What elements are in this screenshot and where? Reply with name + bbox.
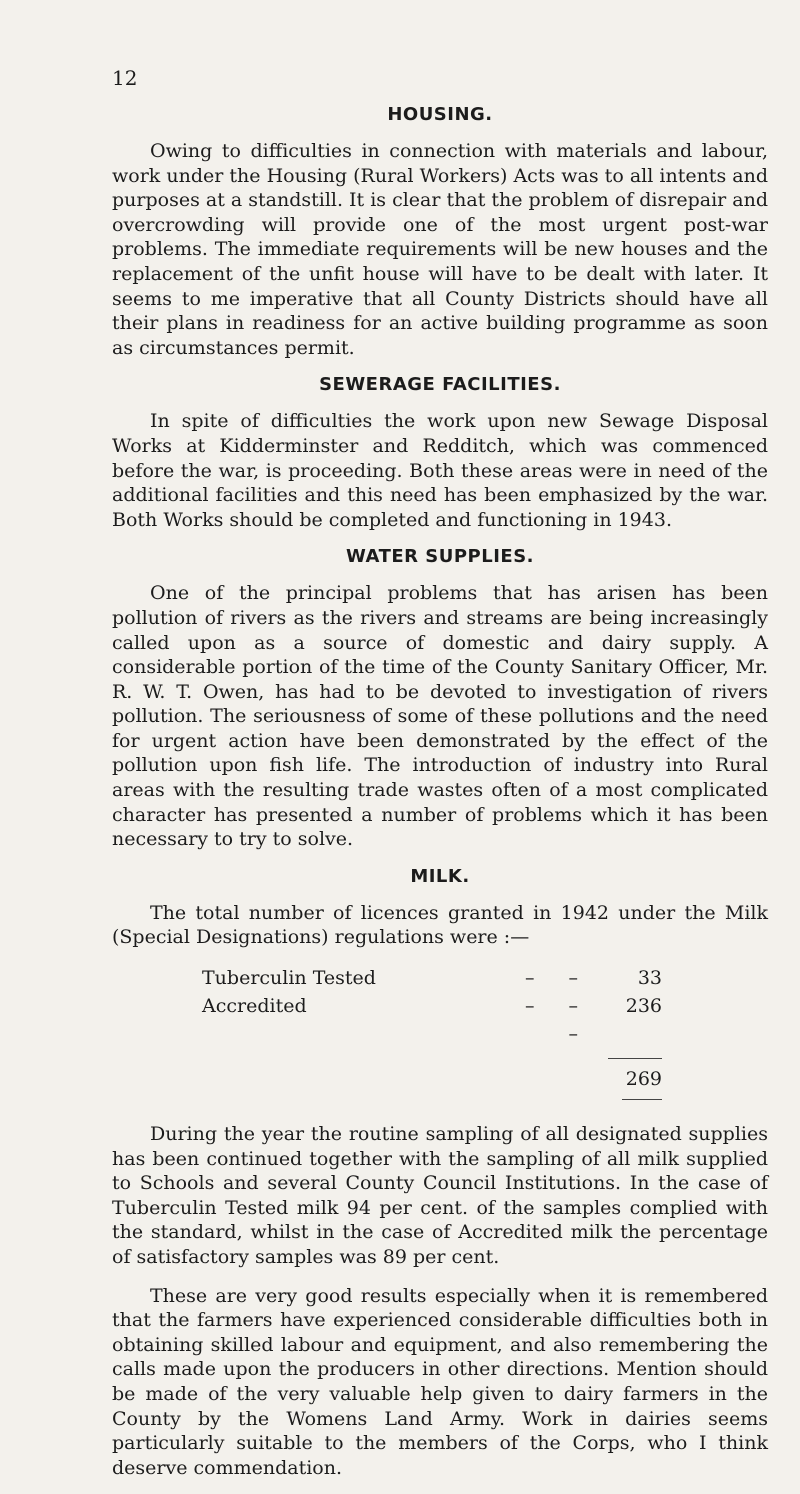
document-body [112, 104, 768, 1494]
licence-total [608, 1058, 662, 1091]
total-underline [622, 1099, 662, 1100]
heading-water-supplies: WATER SUPPLIES. [345, 546, 534, 568]
paragraph-housing: Owing to difficulties in connection with materials and labour, work under the Housing (Rural Workers) Acts was to all intents and purposes at a standstill. It is clear that the problem of disrepair and overcrowding will provide one of the most urgent post-war problems. The immediate requirements will be new houses and the replacement of the unfit house will have to be dealt with later. It seems to me imperative that all County Districts should have all their plans in readiness for an active building programme as soon as circumstances permit. [112, 140, 769, 359]
heading-housing: HOUSING. [387, 104, 493, 125]
paragraph-water-supplies: One of the principal problems that has arisen has been pollution of rivers as the rivers and streams are being increasingly called upon as a source of domestic and dairy supply. A considerable portion of the time of the County Sanitary Officer, Mr. R. W. T. Owen, has had to be devoted to investigation of rivers pollution. The seriousness of some of these pollutions and the need for urgent action have been demonstrated by the effect of the pollution upon fish life. The introduction of industry into Rural areas with the resulting trade wastes often of a most complicated character has presented a number of problems which it has been necessary to try to solve. [112, 582, 768, 851]
licence-dashes: – – – [524, 995, 592, 1046]
licence-value: 33 [637, 967, 662, 990]
licence-total-value: 269 [625, 1068, 662, 1091]
paragraph-sewerage: In spite of difficulties the work upon new Sewage Disposal Works at Kidderminster and Redditch, which was commenced before the war, is proceeding. Both these areas were in need of the additional facilities and this need has been emphasized by the war. Both Works should be completed and functioning in 1943. [112, 410, 768, 531]
licences-table [202, 964, 662, 1100]
paragraph-milk-results: These are very good results especially when it is remembered that the farmers have experienced considerable difficulties both in obtaining skilled labour and equipment, and also remembering the calls made upon the producers in other directions. Mention should be made of the very valuable help given to dairy farmers in the County by the Womens Land Army. Work in dairies seems particularly suitable to the members of the Corps, who I think deserve commendation. [112, 1284, 768, 1479]
paragraph-milk-intro: The total number of licences granted in 1942 under the Milk (Special Designations) regulations were :— [112, 901, 768, 949]
licence-value: 236 [625, 995, 662, 1018]
licence-label: Accredited [202, 995, 307, 1018]
paragraph-milk-sampling: During the year the routine sampling of all designated supplies has been continued together with the sampling of all milk supplied to Schools and several County Council Institutions. In the case of Tuberculin Tested milk 94 per cent. of the samples complied with the standard, whilst in the case of Accredited milk the percentage of satisfactory samples was 89 per cent. [112, 1123, 768, 1268]
page-number: 12 [112, 66, 138, 90]
heading-sewerage: SEWERAGE FACILITIES. [319, 374, 561, 396]
licence-total-row [202, 1058, 662, 1091]
licence-label: Tuberculin Tested [202, 967, 376, 990]
heading-milk: MILK. [410, 865, 470, 887]
licence-row [202, 992, 662, 1048]
licence-row [202, 964, 662, 992]
licence-dashes: – – [524, 967, 592, 990]
